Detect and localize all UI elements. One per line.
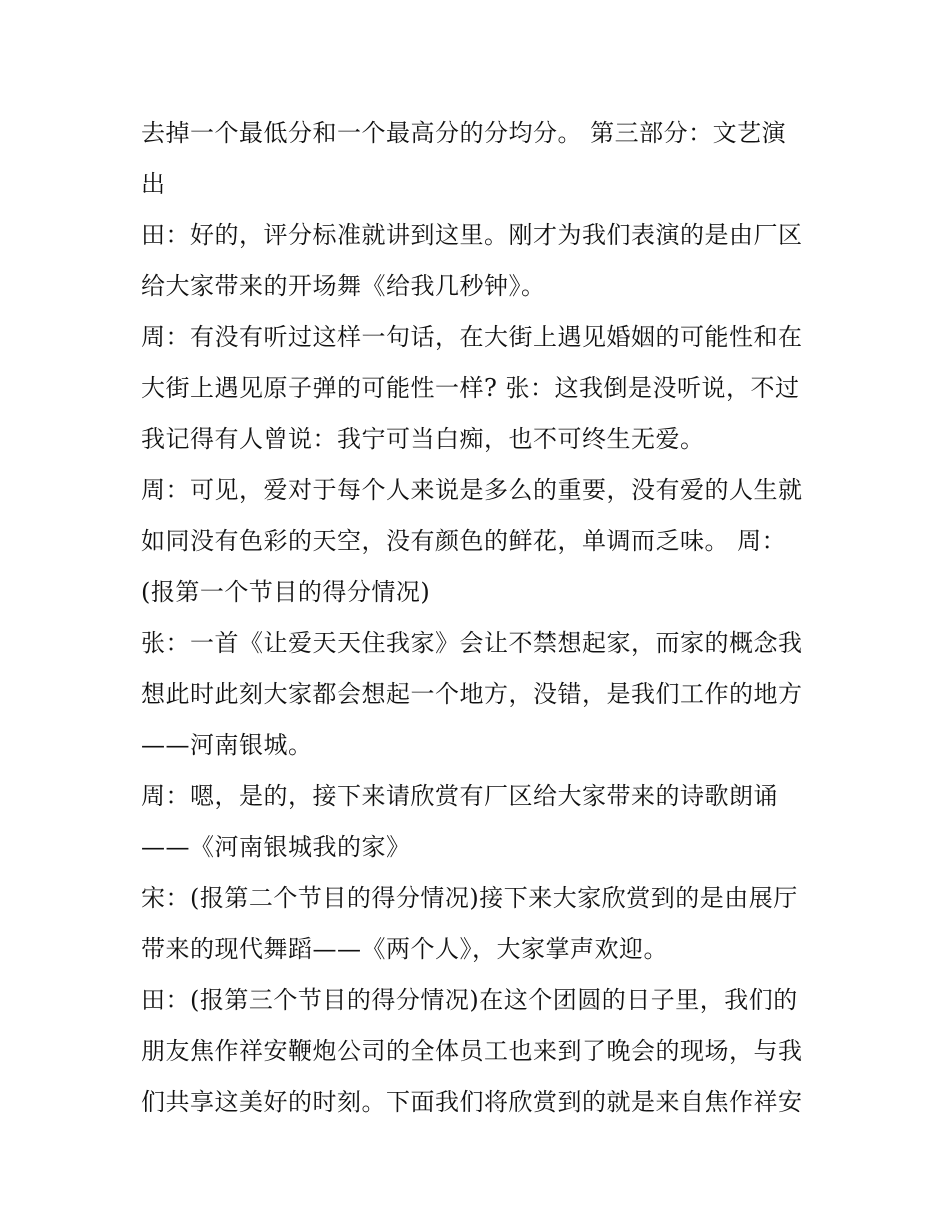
text-line: 想此时此刻大家都会想起一个地方，没错，是我们工作的地方 [141, 680, 803, 708]
text-line: 给大家带来的开场舞《给我几秒钟》。 [141, 272, 546, 300]
text-line: 去掉一个最低分和一个最高分的分均分。 第三部分：文艺演 [141, 119, 787, 147]
text-line: 出 [141, 170, 166, 198]
text-line: 田：好的，评分标准就讲到这里。刚才为我们表演的是由厂区 [141, 221, 803, 249]
text-line: 朋友焦作祥安鞭炮公司的全体员工也来到了晚会的现场，与我 [141, 1037, 803, 1065]
text-line: 宋：(报第二个节目的得分情况)接下来大家欣赏到的是由展厅 [141, 884, 798, 912]
text-line: ——《河南银城我的家》 [141, 833, 411, 861]
text-line: 周：嗯，是的，接下来请欣赏有厂区给大家带来的诗歌朗诵 [141, 782, 778, 810]
text-line: 们共享这美好的时刻。下面我们将欣赏到的就是来自焦作祥安 [141, 1088, 803, 1116]
text-line: 田：(报第三个节目的得分情况)在这个团圆的日子里，我们的 [141, 986, 798, 1014]
text-line: 带来的现代舞蹈——《两个人》，大家掌声欢迎。 [141, 935, 668, 963]
text-line: 大街上遇见原子弹的可能性一样? 张：这我倒是没听说，不过 [141, 374, 800, 402]
text-line: 我记得有人曾说：我宁可当白痴，也不可终生无爱。 [141, 425, 705, 453]
body-text [141, 108, 821, 1128]
text-line: 周：有没有听过这样一句话，在大街上遇见婚姻的可能性和在 [141, 323, 803, 351]
text-line: (报第一个节目的得分情况) [141, 578, 431, 606]
text-line: ——河南银城。 [141, 731, 313, 759]
text-line: 周：可见，爱对于每个人来说是多么的重要，没有爱的人生就 [141, 476, 803, 504]
text-line: 如同没有色彩的天空，没有颜色的鲜花，单调而乏味。 周： [141, 527, 787, 555]
text-line: 张：一首《让爱天天住我家》会让不禁想起家，而家的概念我 [141, 629, 803, 657]
